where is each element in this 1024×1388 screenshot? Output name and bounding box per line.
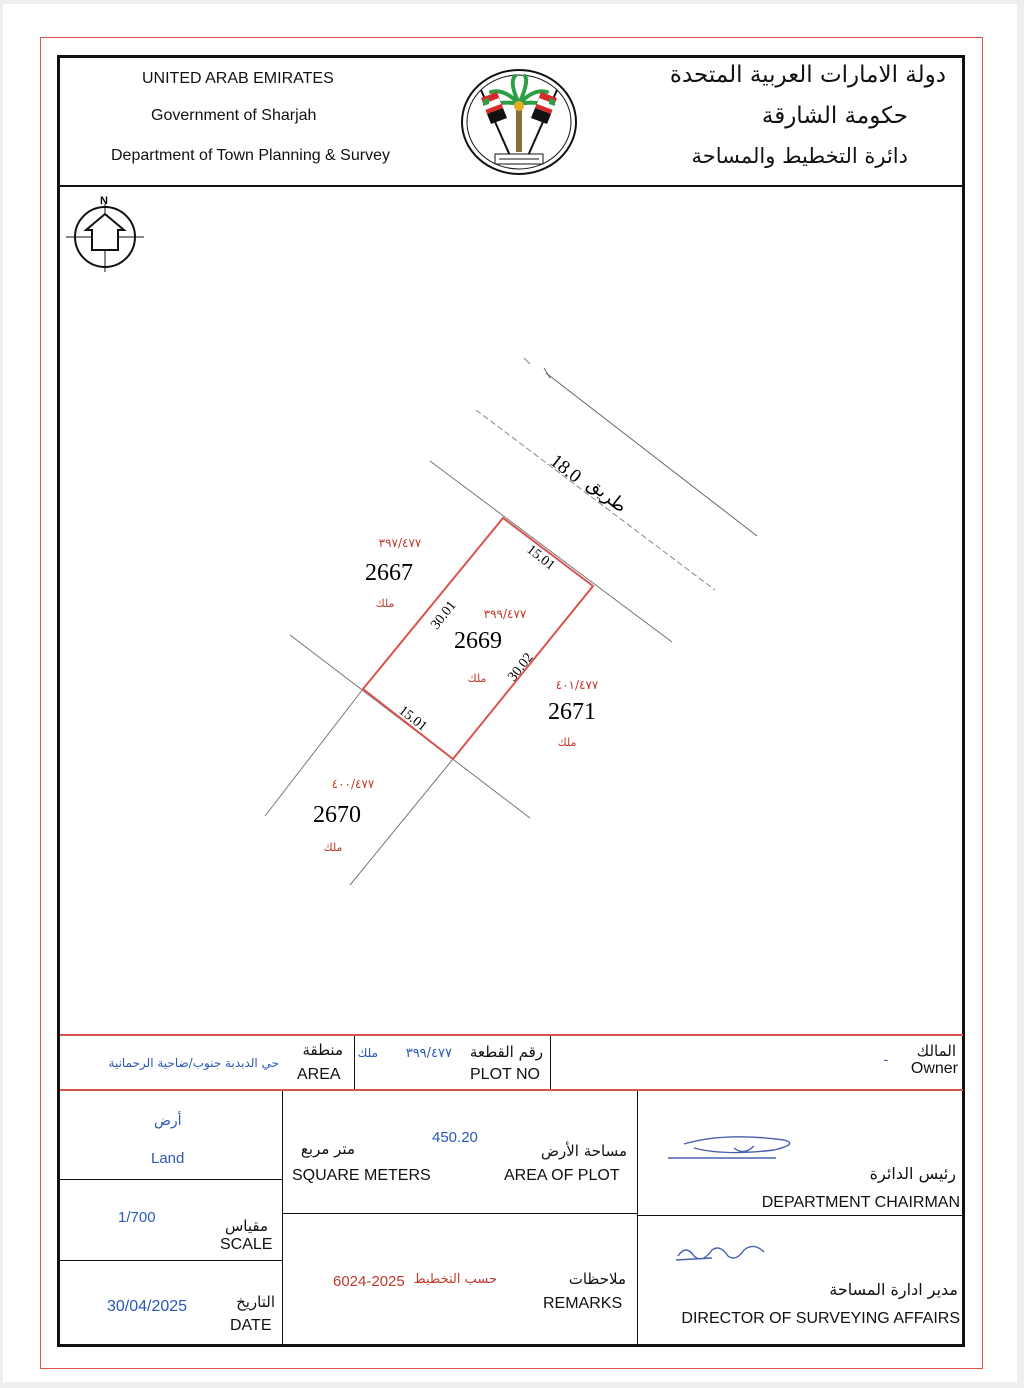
area-label-ar: منطقة (302, 1041, 343, 1059)
grid-row-right (637, 1215, 963, 1216)
owner-label-en: Owner (910, 1060, 958, 1077)
info-divider-2 (550, 1036, 551, 1089)
road-edge-near (476, 410, 715, 590)
road-width-label: 18.0 (545, 450, 586, 488)
remarks-label-en: REMARKS (543, 1295, 623, 1312)
remarks-value-text: حسب التخطيط (413, 1272, 497, 1287)
director-signature-icon (672, 1238, 772, 1268)
plot-2669-number: 2669 (454, 628, 502, 654)
info-row-bottom-border (60, 1089, 963, 1091)
road-edge-far (546, 373, 757, 536)
date-label-ar: التاريخ (236, 1293, 275, 1311)
chairman-label-en: DEPARTMENT CHAIRMAN (761, 1194, 960, 1211)
sqm-label-en: SQUARE METERS (292, 1167, 431, 1184)
cadastral-map (60, 188, 962, 1034)
scale-value: 1/700 (118, 1209, 156, 1226)
owner-value: ـ (884, 1050, 888, 1064)
chairman-signature-icon (664, 1128, 804, 1164)
scale-label-ar: مقياس (224, 1217, 268, 1235)
grid-row-left-1 (60, 1179, 282, 1180)
plot-2667-number: 2667 (365, 560, 413, 586)
remarks-label-ar: ملاحظات (568, 1270, 626, 1288)
sqm-label-ar: متر مربع (300, 1140, 355, 1158)
plot-2671-code: ٤٠١/٤٧٧ (555, 678, 599, 692)
director-label-en: DIRECTOR OF SURVEYING AFFAIRS (681, 1310, 960, 1327)
land-use-en: Land (151, 1150, 185, 1167)
plot-2670-number: 2670 (313, 802, 361, 828)
header-country-en: UNITED ARAB EMIRATES (142, 70, 334, 87)
plot-2671-number: 2671 (548, 699, 596, 725)
plot-no-label-en: PLOT NO (470, 1066, 540, 1083)
grid-row-left-2 (60, 1260, 282, 1261)
sharjah-emblem-icon (459, 68, 579, 176)
plot-no-value: ٣٩٩/٤٧٧ (405, 1046, 452, 1061)
area-of-plot-label-en: AREA OF PLOT (504, 1167, 620, 1184)
plot-2669-type: ملك (467, 672, 487, 685)
grid-row-middle (282, 1213, 637, 1214)
plot-2671-type: ملك (557, 736, 577, 749)
header-department-en: Department of Town Planning & Survey (111, 147, 390, 164)
date-label-en: DATE (230, 1317, 272, 1334)
grid-divider-right (637, 1091, 638, 1344)
scale-label-en: SCALE (220, 1236, 273, 1253)
director-label-ar: مدير ادارة المساحة (829, 1280, 958, 1299)
plot-no-label-ar: رقم القطعة (469, 1043, 543, 1061)
plot-side-top: 15.01 (523, 542, 558, 574)
grid-divider-left (282, 1091, 283, 1344)
info-row-top-border (60, 1034, 963, 1036)
boundary-line-2667-2670 (265, 689, 363, 816)
plot-2670-type: ملك (323, 841, 343, 854)
plot-side-right: 30.02 (505, 650, 537, 685)
plot-2667-type: ملك (375, 597, 395, 610)
plot-2670-code: ٤٠٠/٤٧٧ (331, 777, 375, 791)
road-name-label: طريق (582, 473, 631, 518)
header-divider (57, 185, 965, 187)
header-department-ar: دائرة التخطيط والمساحة (691, 144, 908, 168)
plot-2669-code: ٣٩٩/٤٧٧ (483, 607, 527, 621)
plot-type-value: ملك (357, 1046, 378, 1060)
area-label-en: AREA (297, 1066, 341, 1083)
plot-side-bottom: 15.01 (395, 703, 430, 735)
remarks-value-number: 6024-2025 (333, 1273, 405, 1290)
area-of-plot-label-ar: مساحة الأرض (540, 1142, 627, 1160)
header-government-en: Government of Sharjah (151, 107, 317, 124)
plot-2667-code: ٣٩٧/٤٧٧ (378, 536, 422, 550)
info-divider-1 (354, 1036, 355, 1089)
road-setback-line (430, 461, 672, 642)
area-of-plot-value: 450.20 (432, 1129, 478, 1146)
date-value: 30/04/2025 (107, 1298, 188, 1315)
header-government-ar: حكومة الشارقة (761, 103, 908, 129)
header-country-ar: دولة الامارات العربية المتحدة (669, 62, 946, 88)
owner-label-ar: المالك (916, 1042, 956, 1060)
land-use-ar: أرض (154, 1113, 182, 1129)
north-label: N (100, 195, 108, 207)
plot-side-left: 30.01 (428, 598, 460, 633)
area-value: حي الدبدبة جنوب/ضاحية الرحمانية (108, 1056, 279, 1070)
chairman-label-ar: رئيس الدائرة (869, 1164, 956, 1183)
